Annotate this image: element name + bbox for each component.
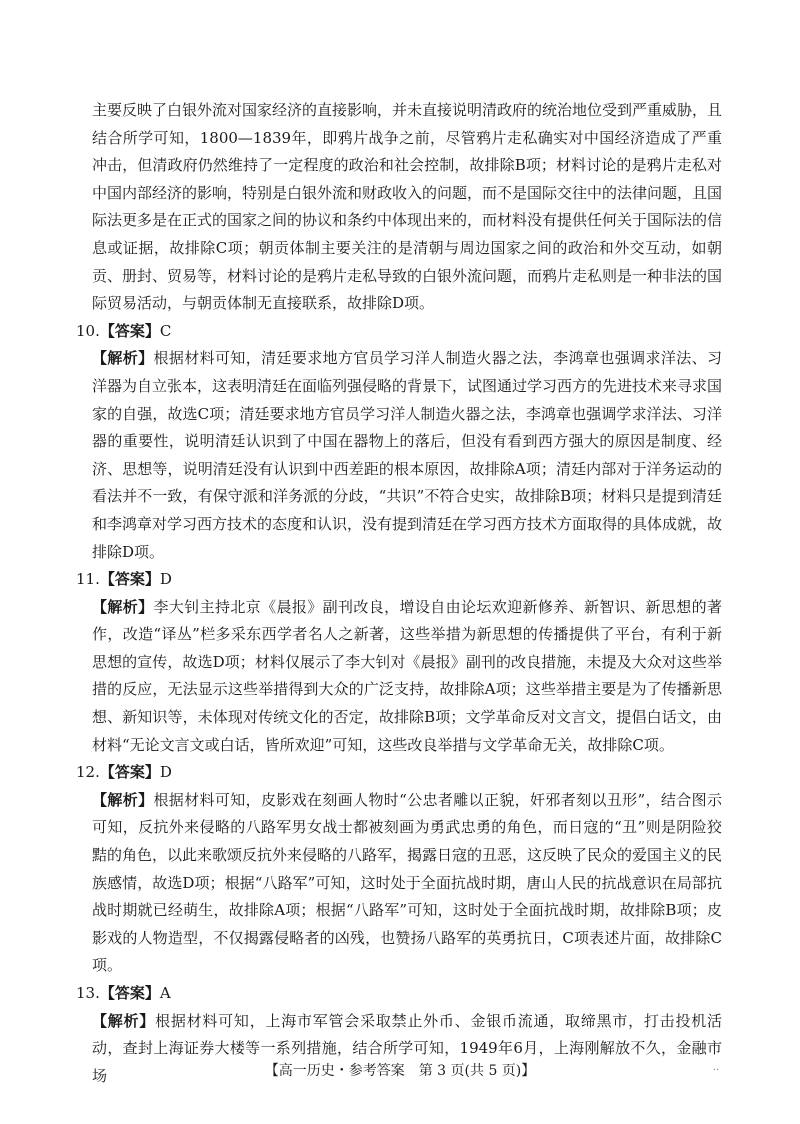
answer-choice: C xyxy=(159,321,172,340)
analysis-paragraph xyxy=(92,787,722,980)
question-10 xyxy=(76,318,723,566)
question-number: 13. xyxy=(76,984,100,1002)
answer-line xyxy=(76,566,722,594)
analysis-text: 根据材料可知，皮影戏在刻画人物时“公忠者雕以正貌，奸邪者刻以丑形”，结合图示可知，反抗外来侵略的八路军男女战士都被刻画为勇武忠勇的角色，而日寇的“丑”则是阴险狡黠的角色，以此来歌颂反抗外来侵略的八路军，揭露日寇的丑恶，这反映了民众的爱国主义的民族感情，故选D项；根据“八路军”可知，这时处于全面抗战时期，唐山人民的抗战意识在局部抗战时期就已经萌生，故排除A项；根据“八路军”可知，这时处于全面抗战时期，故排除B项；皮影戏的人物造型，不仅揭露侵略者的凶残，也赞扬八路军的英勇抗日，C项表述片面，故排除C项。 xyxy=(92,790,723,975)
answer-choice: D xyxy=(159,570,172,589)
analysis-text: 李大钊主持北京《晨报》副刊改良，增设自由论坛欢迎新修养、新智识、新思想的著作，改造“译丛”栏多采东西学者名人之新著，这些举措为新思想的传播提供了平台，有利于新思想的宣传，故选D项；材料仅展示了李大钊对《晨报》副刊的改良措施，未提及大众对这些举措的反应，无法显示这些举措得到大众的广泛支持，故排除A项；这些举措主要是为了传播新思想、新知识等，未体现对传统文化的否定，故排除B项；文学革命反对文言文，提倡白话文，由材料“无论文言文或白话，皆所欢迎”可知，这些改良举措与文学革命无关，故排除C项。 xyxy=(92,597,722,754)
analysis-paragraph xyxy=(92,594,722,760)
answer-tag: 【答案】 xyxy=(99,570,160,589)
question-12 xyxy=(76,759,723,980)
answer-choice: D xyxy=(159,763,172,782)
question-11 xyxy=(76,566,722,759)
continued-analysis: 主要反映了白银外流对国家经济的直接影响，并未直接说明清政府的统治地位受到严重威胁，且结合所学可知，1800—1839年，即鸦片战争之前，尽管鸦片走私确实对中国经济造成了严重冲击，但清政府仍然维持了一定程度的政治和社会控制，故排除B项；材料讨论的是鸦片走私对中国内部经济的影响，特别是白银外流和财政收入的问题，而不是国际交往中的法律问题，且国际法更多是在正式的国家之间的协议和条约中体现出来的，而材料没有提供任何关于国际法的信息或证据，故排除C项；朝贡体制主要关注的是清朝与周边国家之间的政治和外交互动，如朝贡、册封、贸易等，材料讨论的是鸦片走私导致的白银外流问题，而鸦片走私则是一种非法的国际贸易活动，与朝贡体制无直接联系，故排除D项。 xyxy=(92,101,723,313)
page-footer: 【高一历史・参考答案 第 3 页(共 5 页)】 xyxy=(264,1063,536,1079)
analysis-text: 根据材料可知，清廷要求地方官员学习洋人制造火器之法，李鸿章也强调求洋法、习洋器为自立张本，这表明清廷在面临列强侵略的背景下，试图通过学习西方的先进技术来寻求国家的自强，故选C项；清廷要求地方官员学习洋人制造火器之法，李鸿章也强调学求洋法、习洋器的重要性，说明清廷认识到了中国在器物上的落后，但没有看到西方强大的原因是制度、经济、思想等，说明清廷没有认识到中西差距的根本原因，故排除A项；清廷内部对于洋务运动的看法并不一致，有保守派和洋务派的分歧，“共识”不符合史实，故排除B项；材料只是提到清廷和李鸿章对学习西方技术的态度和认识，没有提到清廷在学习西方技术方面取得的具体成就，故排除D项。 xyxy=(92,349,723,561)
analysis-text: 根据材料可知，上海市军管会采取禁止外币、金银币流通，取缔黑市，打击投机活动，查封上海证券大楼等一系列措施，结合所学可知，1949年6月，上海刚解放不久，金融市场 xyxy=(92,1011,722,1085)
analysis-tag: 【解析】 xyxy=(92,1011,156,1030)
question-number: 10. xyxy=(76,321,100,340)
answer-line xyxy=(76,318,722,346)
analysis-tag: 【解析】 xyxy=(92,349,154,368)
answer-line xyxy=(76,980,722,1008)
answer-tag: 【答案】 xyxy=(99,321,160,340)
analysis-tag: 【解析】 xyxy=(92,597,154,616)
analysis-paragraph xyxy=(92,345,722,566)
answer-line xyxy=(76,759,722,787)
answer-tag: 【答案】 xyxy=(99,763,160,782)
question-number: 12. xyxy=(76,763,100,782)
answer-content xyxy=(76,97,723,1090)
question-number: 11. xyxy=(76,570,100,589)
analysis-tag: 【解析】 xyxy=(92,790,154,809)
answer-choice: A xyxy=(159,984,171,1002)
answer-tag: 【答案】 xyxy=(99,984,160,1002)
corner-mark: .. xyxy=(713,1062,720,1073)
